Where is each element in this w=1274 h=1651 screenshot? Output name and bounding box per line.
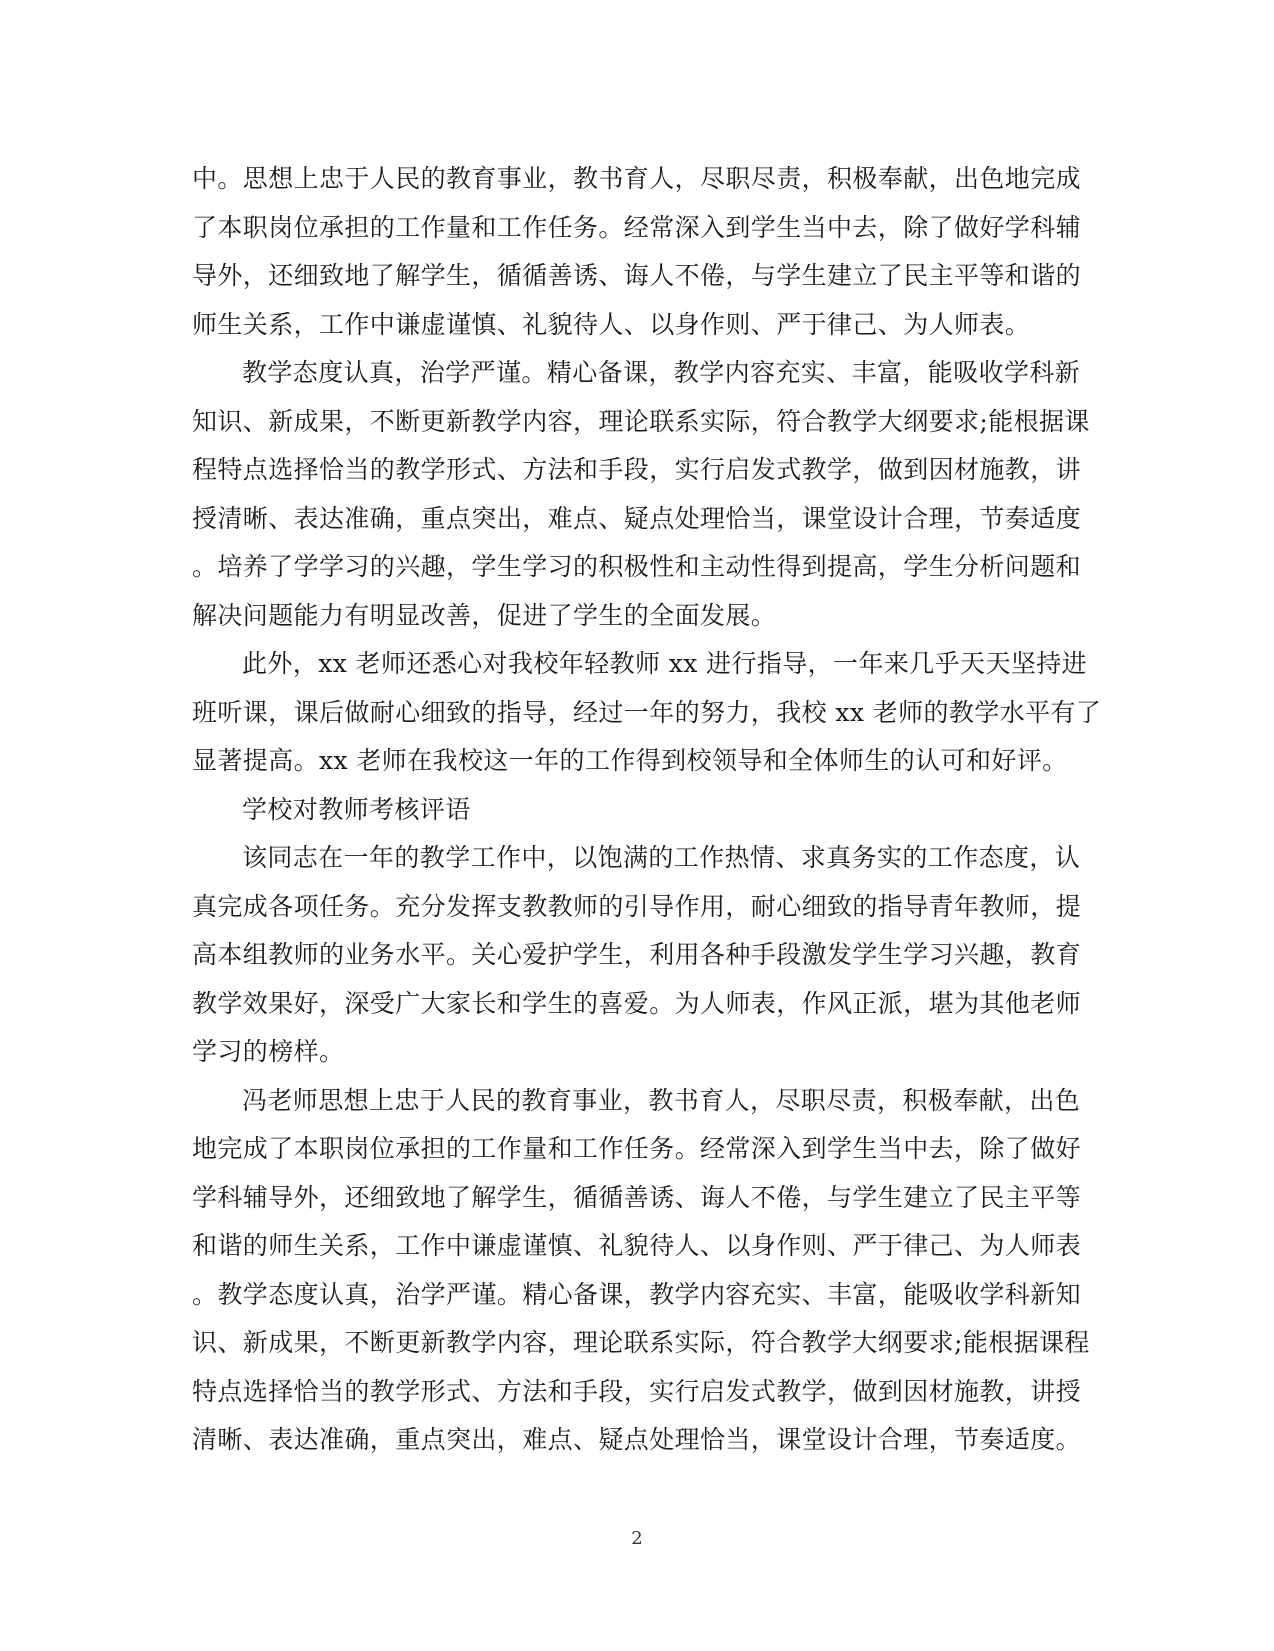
text-line: 导外，还细致地了解学生，循循善诱、诲人不倦，与学生建立了民主平等和谐的	[192, 261, 1082, 290]
text-line: 师生关系，工作中谦虚谨慎、礼貌待人、以身作则、严于律己、为人师表。	[192, 309, 1031, 339]
text-line: 冯老师思想上忠于人民的教育事业，教书育人，尽职尽责，积极奉献，出色	[242, 1085, 1081, 1115]
text-line: 地完成了本职岗位承担的工作量和工作任务。经常深入到学生当中去，除了做好	[192, 1134, 1082, 1163]
text-line: 解决问题能力有明显改善，促进了学生的全面发展。	[192, 600, 777, 630]
text-line: 中。思想上忠于人民的教育事业，教书育人，尽职尽责，积极奉献，出色地完成	[192, 164, 1082, 193]
text-line: 此外，xx 老师还悉心对我校年轻教师 xx 进行指导，一年来几乎天天坚持进	[242, 649, 1088, 678]
text-line: 学校对教师考核评语	[242, 794, 471, 824]
text-line: 该同志在一年的教学工作中，以饱满的工作热情、求真务实的工作态度，认	[242, 843, 1081, 872]
text-line: 显著提高。xx 老师在我校这一年的工作得到校领导和全体师生的认可和好评。	[192, 746, 1068, 775]
text-line: 。教学态度认真，治学严谨。精心备课，教学内容充实、丰富，能吸收学科新知	[192, 1279, 1082, 1309]
text-line: 和谐的师生关系，工作中谦虚谨慎、礼貌待人、以身作则、严于律己、为人师表	[192, 1231, 1082, 1260]
text-line: 特点选择恰当的教学形式、方法和手段，实行启发式教学，做到因材施教，讲授	[192, 1376, 1082, 1406]
text-line: 学科辅导外，还细致地了解学生，循循善诱、诲人不倦，与学生建立了民主平等	[192, 1182, 1082, 1212]
text-line: 清晰、表达准确，重点突出，难点、疑点处理恰当，课堂设计合理，节奏适度。	[192, 1425, 1082, 1454]
text-line: 识、新成果，不断更新教学内容，理论联系实际，符合教学大纲要求;能根据课程	[192, 1328, 1090, 1357]
text-line: 。培养了学学习的兴趣，学生学习的积极性和主动性得到提高，学生分析问题和	[192, 552, 1082, 581]
text-line: 授清晰、表达准确，重点突出，难点、疑点处理恰当，课堂设计合理，节奏适度	[192, 503, 1082, 533]
text-line: 高本组教师的业务水平。关心爱护学生，利用各种手段激发学生学习兴趣，教育	[192, 940, 1082, 969]
text-line: 教学态度认真，治学严谨。精心备课，教学内容充实、丰富，能吸收学科新	[242, 358, 1081, 387]
body-text	[192, 155, 1102, 1465]
text-line: 教学效果好，深受广大家长和学生的喜爱。为人师表，作风正派，堪为其他老师	[192, 988, 1082, 1018]
text-line: 班听课，课后做耐心细致的指导，经过一年的努力，我校 xx 老师的教学水平有了	[192, 697, 1102, 727]
page-number: 2	[631, 1528, 643, 1549]
text-line: 了本职岗位承担的工作量和工作任务。经常深入到学生当中去，除了做好学科辅	[192, 212, 1082, 242]
text-line: 真完成各项任务。充分发挥支教教师的引导作用，耐心细致的指导青年教师，提	[192, 891, 1082, 921]
text-line: 知识、新成果，不断更新教学内容，理论联系实际，符合教学大纲要求;能根据课	[192, 406, 1090, 436]
text-line: 程特点选择恰当的教学形式、方法和手段，实行启发式教学，做到因材施教，讲	[192, 455, 1082, 484]
text-line: 学习的榜样。	[192, 1037, 345, 1066]
